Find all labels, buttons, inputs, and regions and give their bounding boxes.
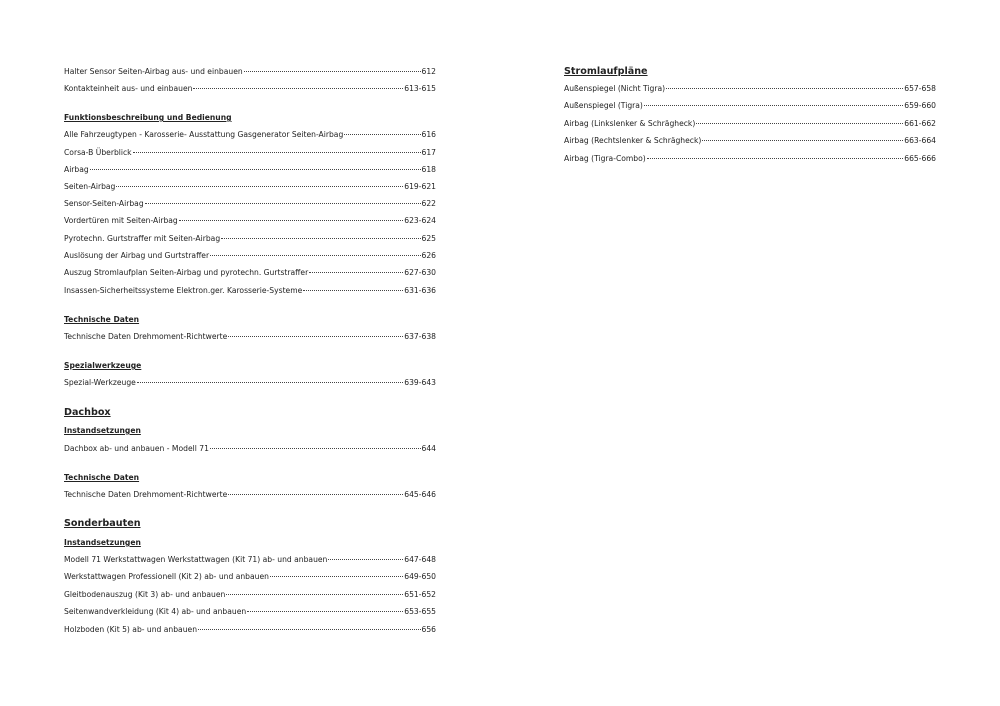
entry-page: 618: [421, 165, 436, 174]
entry-title: Auszug Stromlaufplan Seiten-Airbag und pyrotechn. Gurtstraffer: [64, 268, 309, 277]
leader-dots: [210, 448, 421, 449]
entry-page: 622: [421, 199, 436, 208]
entry-page: 616: [421, 130, 436, 139]
entry-page: 645-646: [404, 490, 436, 499]
toc-entry[interactable]: [64, 234, 436, 244]
toc-entry[interactable]: [64, 378, 436, 388]
toc-entry[interactable]: [564, 154, 936, 164]
entry-title: Technische Daten Drehmoment-Richtwerte: [64, 490, 228, 499]
toc-entry[interactable]: [64, 625, 436, 635]
toc-entry[interactable]: [64, 148, 436, 158]
entry-page: 626: [421, 251, 436, 260]
leader-dots: [696, 123, 903, 124]
toc-entry[interactable]: [64, 286, 436, 296]
leader-dots: [221, 238, 420, 239]
entry-title: Halter Sensor Seiten-Airbag aus- und einbauen: [64, 67, 243, 76]
leader-dots: [247, 611, 403, 612]
toc-entry[interactable]: [64, 165, 436, 175]
leader-dots: [90, 169, 421, 170]
toc-entry[interactable]: [64, 67, 436, 77]
toc-entry[interactable]: [64, 555, 436, 565]
entry-title: Airbag (Linkslenker & Schrägheck): [564, 119, 696, 128]
entry-page: 613-615: [404, 84, 436, 93]
leader-dots: [193, 88, 403, 89]
leader-dots: [210, 255, 420, 256]
leader-dots: [647, 158, 904, 159]
entry-title: Gleitbodenauszug (Kit 3) ab- und anbauen: [64, 590, 226, 599]
chapter-heading: Dachbox: [64, 407, 111, 418]
entry-page: 623-624: [404, 216, 436, 225]
toc-entry[interactable]: [564, 136, 936, 146]
entry-page: 647-648: [404, 555, 436, 564]
toc-entry[interactable]: [64, 607, 436, 617]
toc-entry[interactable]: [64, 444, 436, 454]
leader-dots: [137, 382, 403, 383]
leader-dots: [666, 88, 903, 89]
entry-page: 661-662: [904, 119, 936, 128]
entry-title: Technische Daten Drehmoment-Richtwerte: [64, 332, 228, 341]
entry-page: 619-621: [404, 182, 436, 191]
entry-page: 637-638: [404, 332, 436, 341]
entry-page: 644: [421, 444, 436, 453]
toc-entry[interactable]: [564, 101, 936, 111]
leader-dots: [179, 220, 404, 221]
leader-dots: [309, 272, 403, 273]
leader-dots: [116, 186, 403, 187]
leader-dots: [702, 140, 903, 141]
leader-dots: [228, 336, 403, 337]
entry-title: Außenspiegel (Nicht Tigra): [564, 84, 666, 93]
section-heading: Instandsetzungen: [64, 538, 141, 547]
entry-title: Corsa-B Überblick: [64, 148, 132, 157]
toc-entry[interactable]: [64, 490, 436, 500]
toc-entry[interactable]: [64, 84, 436, 94]
leader-dots: [244, 71, 421, 72]
leader-dots: [145, 203, 421, 204]
entry-page: 659-660: [904, 101, 936, 110]
entry-title: Auslösung der Airbag und Gurtstraffer: [64, 251, 210, 260]
leader-dots: [226, 594, 403, 595]
entry-title: Dachbox ab- und anbauen - Modell 71: [64, 444, 209, 453]
entry-page: 653-655: [404, 607, 436, 616]
entry-title: Spezial-Werkzeuge: [64, 378, 136, 387]
leader-dots: [644, 105, 903, 106]
toc-entry[interactable]: [64, 332, 436, 342]
entry-title: Vordertüren mit Seiten-Airbag: [64, 216, 178, 225]
entry-page: 665-666: [904, 154, 936, 163]
toc-entry[interactable]: [64, 572, 436, 582]
section-heading: Funktionsbeschreibung und Bedienung: [64, 113, 232, 122]
entry-page: 639-643: [404, 378, 436, 387]
entry-title: Holzboden (Kit 5) ab- und anbauen: [64, 625, 198, 634]
toc-entry[interactable]: [64, 130, 436, 140]
section-heading: Technische Daten: [64, 473, 140, 482]
toc-entry[interactable]: [64, 251, 436, 261]
section-heading: Spezialwerkzeuge: [64, 361, 142, 370]
toc-entry[interactable]: [64, 216, 436, 226]
entry-title: Airbag: [64, 165, 89, 174]
chapter-heading: Sonderbauten: [64, 518, 141, 529]
entry-page: 657-658: [904, 84, 936, 93]
entry-page: 627-630: [404, 268, 436, 277]
toc-entry[interactable]: [64, 182, 436, 192]
entry-title: Airbag (Tigra-Combo): [564, 154, 646, 163]
entry-title: Airbag (Rechtslenker & Schrägheck): [564, 136, 702, 145]
entry-page: 656: [421, 625, 436, 634]
leader-dots: [270, 576, 403, 577]
toc-entry[interactable]: [564, 84, 936, 94]
leader-dots: [198, 629, 420, 630]
entry-page: 625: [421, 234, 436, 243]
leader-dots: [228, 494, 403, 495]
entry-title: Seitenwandverkleidung (Kit 4) ab- und anbauen: [64, 607, 247, 616]
toc-entry[interactable]: [64, 268, 436, 278]
entry-page: 617: [421, 148, 436, 157]
section-heading: Instandsetzungen: [64, 426, 141, 435]
entry-title: Alle Fahrzeugtypen - Karosserie- Ausstattung Gasgenerator Seiten-Airbag: [64, 130, 344, 139]
entry-title: Modell 71 Werkstattwagen Werkstattwagen (Kit 71) ab- und anbauen: [64, 555, 328, 564]
entry-title: Pyrotechn. Gurtstraffer mit Seiten-Airbag: [64, 234, 221, 243]
entry-page: 651-652: [404, 590, 436, 599]
section-heading: Technische Daten: [64, 315, 140, 324]
leader-dots: [328, 559, 403, 560]
toc-entry[interactable]: [64, 590, 436, 600]
toc-entry[interactable]: [564, 119, 936, 129]
entry-title: Kontakteinheit aus- und einbauen: [64, 84, 193, 93]
leader-dots: [344, 134, 420, 135]
leader-dots: [133, 152, 421, 153]
entry-page: 649-650: [404, 572, 436, 581]
toc-entry[interactable]: [64, 199, 436, 209]
entry-page: 663-664: [904, 136, 936, 145]
chapter-heading: Stromlaufpläne: [564, 66, 648, 77]
entry-page: 631-636: [404, 286, 436, 295]
leader-dots: [303, 290, 403, 291]
entry-title: Außenspiegel (Tigra): [564, 101, 643, 110]
entry-page: 612: [421, 67, 436, 76]
entry-title: Sensor-Seiten-Airbag: [64, 199, 144, 208]
entry-title: Seiten-Airbag: [64, 182, 116, 191]
entry-title: Werkstattwagen Professionell (Kit 2) ab- und anbauen: [64, 572, 269, 581]
entry-title: Insassen-Sicherheitssysteme Elektron.ger. Karosserie-Systeme: [64, 286, 303, 295]
